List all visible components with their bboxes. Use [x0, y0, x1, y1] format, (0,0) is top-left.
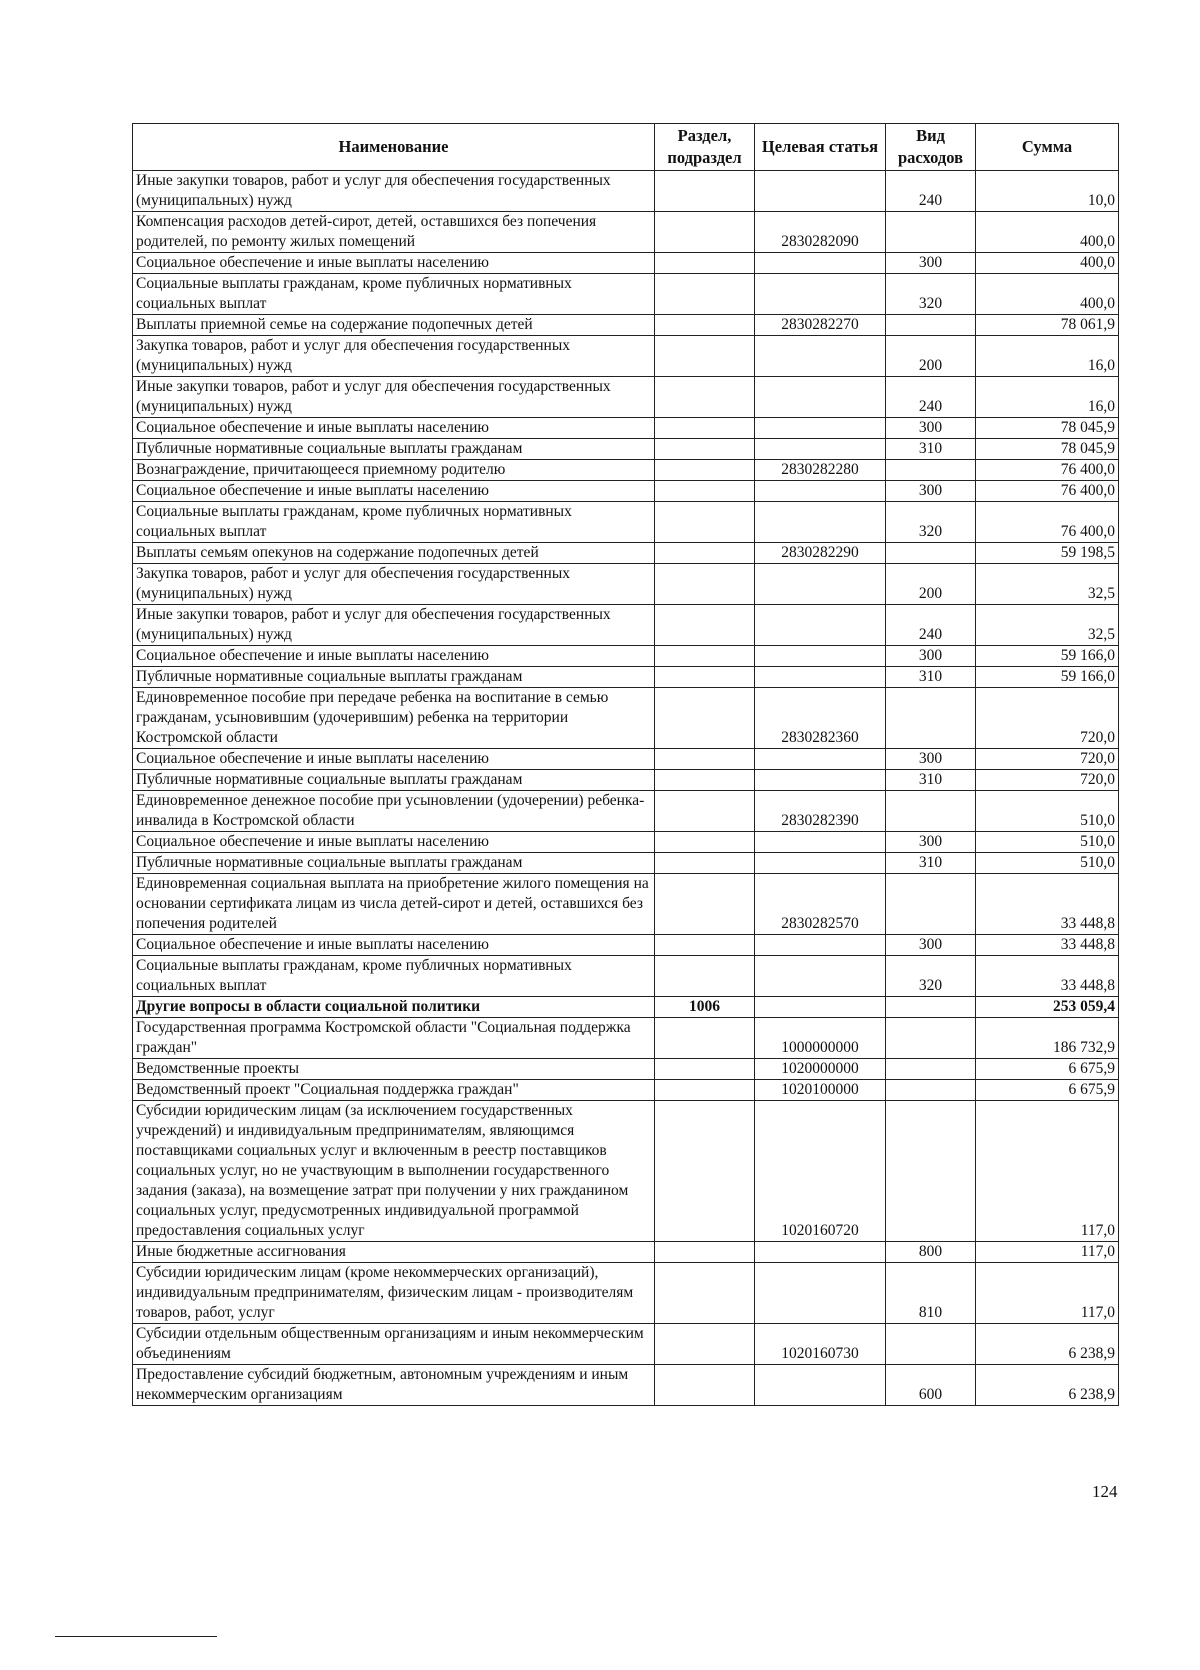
- cell-sum: 78 045,9: [976, 439, 1119, 460]
- cell-sum: 33 448,8: [976, 874, 1119, 935]
- cell-expense: 320: [886, 502, 976, 543]
- table-row: [133, 667, 1119, 688]
- cell-name: Субсидии юридическим лицам (за исключением государственных учреждений) и индивидуальным предпринимателям, являющимся поставщиками социальных услуг и включенным в реестр поставщиков социальных услуг, но не участвующим в выполнении государственного задания (заказа), на возмещение затрат при получении у них гражданином социальных услуг, предусмотренных индивидуальной программой предоставления социальных услуг: [133, 1101, 655, 1242]
- table-row: [133, 791, 1119, 832]
- cell-expense: 300: [886, 832, 976, 853]
- cell-sum: 33 448,8: [976, 935, 1119, 956]
- cell-section: [655, 377, 755, 418]
- cell-target: [755, 377, 886, 418]
- cell-name: Закупка товаров, работ и услуг для обеспечения государственных (муниципальных) нужд: [133, 336, 655, 377]
- cell-section: [655, 481, 755, 502]
- cell-expense: [886, 688, 976, 749]
- cell-section: [655, 1101, 755, 1242]
- cell-section: [655, 646, 755, 667]
- cell-expense: [886, 315, 976, 336]
- budget-page: [132, 123, 1118, 1406]
- cell-sum: 6 238,9: [976, 1365, 1119, 1406]
- cell-expense: 300: [886, 481, 976, 502]
- cell-sum: 76 400,0: [976, 502, 1119, 543]
- cell-name: Субсидии отдельным общественным организациям и иным некоммерческим объединениям: [133, 1324, 655, 1365]
- cell-name: Иные закупки товаров, работ и услуг для обеспечения государственных (муниципальных) нужд: [133, 171, 655, 212]
- cell-sum: 253 059,4: [976, 997, 1119, 1018]
- table-row: [133, 770, 1119, 791]
- cell-name: Иные закупки товаров, работ и услуг для обеспечения государственных (муниципальных) нужд: [133, 605, 655, 646]
- cell-section: [655, 770, 755, 791]
- table-row: [133, 1018, 1119, 1059]
- cell-target: [755, 1242, 886, 1263]
- cell-name: Социальное обеспечение и иные выплаты населению: [133, 749, 655, 770]
- cell-name: Единовременная социальная выплата на приобретение жилого помещения на основании сертификата лицам из числа детей-сирот и детей, оставшихся без попечения родителей: [133, 874, 655, 935]
- table-row: [133, 605, 1119, 646]
- cell-target: [755, 605, 886, 646]
- cell-section: [655, 832, 755, 853]
- cell-name: Единовременное пособие при передаче ребенка на воспитание в семью гражданам, усыновившим (удочерившим) ребенка на территории Костромской области: [133, 688, 655, 749]
- cell-target: [755, 667, 886, 688]
- cell-target: [755, 502, 886, 543]
- budget-table: [132, 123, 1119, 1406]
- cell-target: [755, 564, 886, 605]
- table-header-row: [133, 124, 1119, 171]
- cell-expense: 800: [886, 1242, 976, 1263]
- cell-target: [755, 1365, 886, 1406]
- cell-section: [655, 171, 755, 212]
- cell-expense: 200: [886, 564, 976, 605]
- cell-expense: 300: [886, 646, 976, 667]
- cell-expense: [886, 1080, 976, 1101]
- cell-sum: 59 166,0: [976, 646, 1119, 667]
- table-row: [133, 171, 1119, 212]
- cell-expense: 300: [886, 418, 976, 439]
- cell-sum: 16,0: [976, 336, 1119, 377]
- cell-sum: 510,0: [976, 853, 1119, 874]
- table-row: [133, 688, 1119, 749]
- page-number: 124: [1092, 1482, 1118, 1501]
- table-row: [133, 418, 1119, 439]
- cell-sum: 78 045,9: [976, 418, 1119, 439]
- cell-name: Ведомственные проекты: [133, 1059, 655, 1080]
- table-row: [133, 1324, 1119, 1365]
- cell-expense: 310: [886, 770, 976, 791]
- cell-name: Социальное обеспечение и иные выплаты населению: [133, 418, 655, 439]
- cell-section: [655, 688, 755, 749]
- cell-sum: 117,0: [976, 1101, 1119, 1242]
- cell-target: 2830282390: [755, 791, 886, 832]
- cell-target: 1020160730: [755, 1324, 886, 1365]
- cell-sum: 6 675,9: [976, 1059, 1119, 1080]
- cell-target: [755, 853, 886, 874]
- cell-section: [655, 460, 755, 481]
- cell-expense: 310: [886, 667, 976, 688]
- cell-expense: 240: [886, 171, 976, 212]
- cell-target: 2830282270: [755, 315, 886, 336]
- cell-target: [755, 253, 886, 274]
- table-row: [133, 212, 1119, 253]
- cell-sum: 400,0: [976, 253, 1119, 274]
- cell-name: Ведомственный проект "Социальная поддержка граждан": [133, 1080, 655, 1101]
- cell-name: Публичные нормативные социальные выплаты гражданам: [133, 667, 655, 688]
- cell-target: [755, 935, 886, 956]
- cell-section: [655, 253, 755, 274]
- cell-target: 1020100000: [755, 1080, 886, 1101]
- cell-name: Вознаграждение, причитающееся приемному родителю: [133, 460, 655, 481]
- cell-name: Иные бюджетные ассигнования: [133, 1242, 655, 1263]
- cell-section: [655, 749, 755, 770]
- cell-sum: 6 238,9: [976, 1324, 1119, 1365]
- cell-name: Закупка товаров, работ и услуг для обеспечения государственных (муниципальных) нужд: [133, 564, 655, 605]
- cell-name: Публичные нормативные социальные выплаты гражданам: [133, 770, 655, 791]
- cell-sum: 33 448,8: [976, 956, 1119, 997]
- cell-expense: 300: [886, 749, 976, 770]
- cell-target: [755, 336, 886, 377]
- cell-section: [655, 853, 755, 874]
- cell-sum: 186 732,9: [976, 1018, 1119, 1059]
- cell-sum: 6 675,9: [976, 1080, 1119, 1101]
- cell-section: [655, 956, 755, 997]
- cell-target: [755, 997, 886, 1018]
- table-row: [133, 832, 1119, 853]
- cell-expense: [886, 212, 976, 253]
- table-row: [133, 1242, 1119, 1263]
- header-target: Целевая статья: [755, 124, 886, 171]
- cell-section: [655, 874, 755, 935]
- table-row: [133, 253, 1119, 274]
- cell-sum: 117,0: [976, 1242, 1119, 1263]
- cell-expense: [886, 1018, 976, 1059]
- cell-section: [655, 1263, 755, 1324]
- table-row: [133, 460, 1119, 481]
- table-row: [133, 874, 1119, 935]
- cell-section: [655, 935, 755, 956]
- table-row: [133, 997, 1119, 1018]
- cell-name: Социальное обеспечение и иные выплаты населению: [133, 253, 655, 274]
- table-row: [133, 1059, 1119, 1080]
- table-row: [133, 502, 1119, 543]
- cell-section: [655, 212, 755, 253]
- cell-section: [655, 564, 755, 605]
- cell-expense: [886, 543, 976, 564]
- cell-expense: [886, 874, 976, 935]
- table-row: [133, 481, 1119, 502]
- cell-section: [655, 1365, 755, 1406]
- cell-target: 1000000000: [755, 1018, 886, 1059]
- cell-sum: 59 198,5: [976, 543, 1119, 564]
- header-expense: Вид расходов: [886, 124, 976, 171]
- cell-target: [755, 832, 886, 853]
- table-row: [133, 336, 1119, 377]
- cell-sum: 32,5: [976, 605, 1119, 646]
- cell-expense: [886, 1059, 976, 1080]
- table-row: [133, 315, 1119, 336]
- cell-target: [755, 956, 886, 997]
- cell-name: Выплаты семьям опекунов на содержание подопечных детей: [133, 543, 655, 564]
- cell-target: 2830282290: [755, 543, 886, 564]
- cell-section: [655, 1059, 755, 1080]
- cell-section: [655, 502, 755, 543]
- cell-sum: 16,0: [976, 377, 1119, 418]
- cell-target: [755, 1263, 886, 1324]
- cell-target: [755, 646, 886, 667]
- footnote-divider: [55, 1636, 217, 1637]
- cell-target: [755, 481, 886, 502]
- cell-name: Социальные выплаты гражданам, кроме публичных нормативных социальных выплат: [133, 956, 655, 997]
- cell-sum: 59 166,0: [976, 667, 1119, 688]
- cell-section: [655, 791, 755, 832]
- cell-section: 1006: [655, 997, 755, 1018]
- cell-name: Социальные выплаты гражданам, кроме публичных нормативных социальных выплат: [133, 274, 655, 315]
- cell-section: [655, 1242, 755, 1263]
- cell-expense: [886, 791, 976, 832]
- table-row: [133, 646, 1119, 667]
- cell-name: Иные закупки товаров, работ и услуг для обеспечения государственных (муниципальных) нужд: [133, 377, 655, 418]
- cell-sum: 510,0: [976, 791, 1119, 832]
- cell-section: [655, 336, 755, 377]
- cell-name: Другие вопросы в области социальной политики: [133, 997, 655, 1018]
- cell-sum: 400,0: [976, 274, 1119, 315]
- cell-name: Предоставление субсидий бюджетным, автономным учреждениям и иным некоммерческим организациям: [133, 1365, 655, 1406]
- cell-section: [655, 543, 755, 564]
- cell-target: 1020160720: [755, 1101, 886, 1242]
- cell-sum: 510,0: [976, 832, 1119, 853]
- cell-expense: [886, 1324, 976, 1365]
- cell-name: Социальное обеспечение и иные выплаты населению: [133, 935, 655, 956]
- cell-expense: [886, 997, 976, 1018]
- table-row: [133, 1365, 1119, 1406]
- table-row: [133, 956, 1119, 997]
- cell-name: Субсидии юридическим лицам (кроме некоммерческих организаций), индивидуальным предпринимателям, физическим лицам - производителям товаров, работ, услуг: [133, 1263, 655, 1324]
- cell-target: [755, 439, 886, 460]
- cell-section: [655, 274, 755, 315]
- cell-name: Социальное обеспечение и иные выплаты населению: [133, 481, 655, 502]
- table-row: [133, 1080, 1119, 1101]
- cell-sum: 76 400,0: [976, 460, 1119, 481]
- cell-expense: [886, 460, 976, 481]
- cell-sum: 78 061,9: [976, 315, 1119, 336]
- table-row: [133, 749, 1119, 770]
- table-row: [133, 1101, 1119, 1242]
- cell-name: Единовременное денежное пособие при усыновлении (удочерении) ребенка-инвалида в Костромской области: [133, 791, 655, 832]
- cell-sum: 720,0: [976, 770, 1119, 791]
- cell-target: [755, 749, 886, 770]
- table-body: [133, 171, 1119, 1406]
- header-sum: Сумма: [976, 124, 1119, 171]
- cell-name: Социальные выплаты гражданам, кроме публичных нормативных социальных выплат: [133, 502, 655, 543]
- cell-target: 1020000000: [755, 1059, 886, 1080]
- cell-section: [655, 667, 755, 688]
- cell-target: 2830282570: [755, 874, 886, 935]
- cell-sum: 720,0: [976, 688, 1119, 749]
- cell-target: [755, 274, 886, 315]
- cell-sum: 720,0: [976, 749, 1119, 770]
- cell-expense: 320: [886, 274, 976, 315]
- cell-expense: 240: [886, 605, 976, 646]
- cell-name: Публичные нормативные социальные выплаты гражданам: [133, 853, 655, 874]
- cell-target: 2830282280: [755, 460, 886, 481]
- table-row: [133, 853, 1119, 874]
- cell-name: Выплаты приемной семье на содержание подопечных детей: [133, 315, 655, 336]
- cell-expense: 600: [886, 1365, 976, 1406]
- cell-expense: 810: [886, 1263, 976, 1324]
- cell-name: Компенсация расходов детей-сирот, детей, оставшихся без попечения родителей, по ремонту жилых помещений: [133, 212, 655, 253]
- table-row: [133, 935, 1119, 956]
- cell-name: Публичные нормативные социальные выплаты гражданам: [133, 439, 655, 460]
- header-section: Раздел, подраздел: [655, 124, 755, 171]
- cell-target: 2830282090: [755, 212, 886, 253]
- cell-section: [655, 315, 755, 336]
- cell-expense: 320: [886, 956, 976, 997]
- cell-sum: 76 400,0: [976, 481, 1119, 502]
- table-row: [133, 439, 1119, 460]
- cell-expense: 310: [886, 853, 976, 874]
- cell-section: [655, 439, 755, 460]
- cell-section: [655, 1324, 755, 1365]
- cell-section: [655, 418, 755, 439]
- cell-section: [655, 605, 755, 646]
- table-row: [133, 1263, 1119, 1324]
- cell-sum: 117,0: [976, 1263, 1119, 1324]
- cell-section: [655, 1018, 755, 1059]
- table-row: [133, 274, 1119, 315]
- cell-expense: 300: [886, 253, 976, 274]
- cell-expense: 310: [886, 439, 976, 460]
- table-row: [133, 564, 1119, 605]
- table-row: [133, 543, 1119, 564]
- cell-sum: 10,0: [976, 171, 1119, 212]
- cell-expense: 200: [886, 336, 976, 377]
- cell-expense: [886, 1101, 976, 1242]
- cell-target: 2830282360: [755, 688, 886, 749]
- cell-expense: 240: [886, 377, 976, 418]
- cell-sum: 400,0: [976, 212, 1119, 253]
- cell-target: [755, 418, 886, 439]
- cell-expense: 300: [886, 935, 976, 956]
- cell-sum: 32,5: [976, 564, 1119, 605]
- cell-target: [755, 770, 886, 791]
- table-row: [133, 377, 1119, 418]
- cell-name: Социальное обеспечение и иные выплаты населению: [133, 646, 655, 667]
- cell-name: Государственная программа Костромской области "Социальная поддержка граждан": [133, 1018, 655, 1059]
- cell-section: [655, 1080, 755, 1101]
- header-name: Наименование: [133, 124, 655, 171]
- cell-target: [755, 171, 886, 212]
- cell-name: Социальное обеспечение и иные выплаты населению: [133, 832, 655, 853]
